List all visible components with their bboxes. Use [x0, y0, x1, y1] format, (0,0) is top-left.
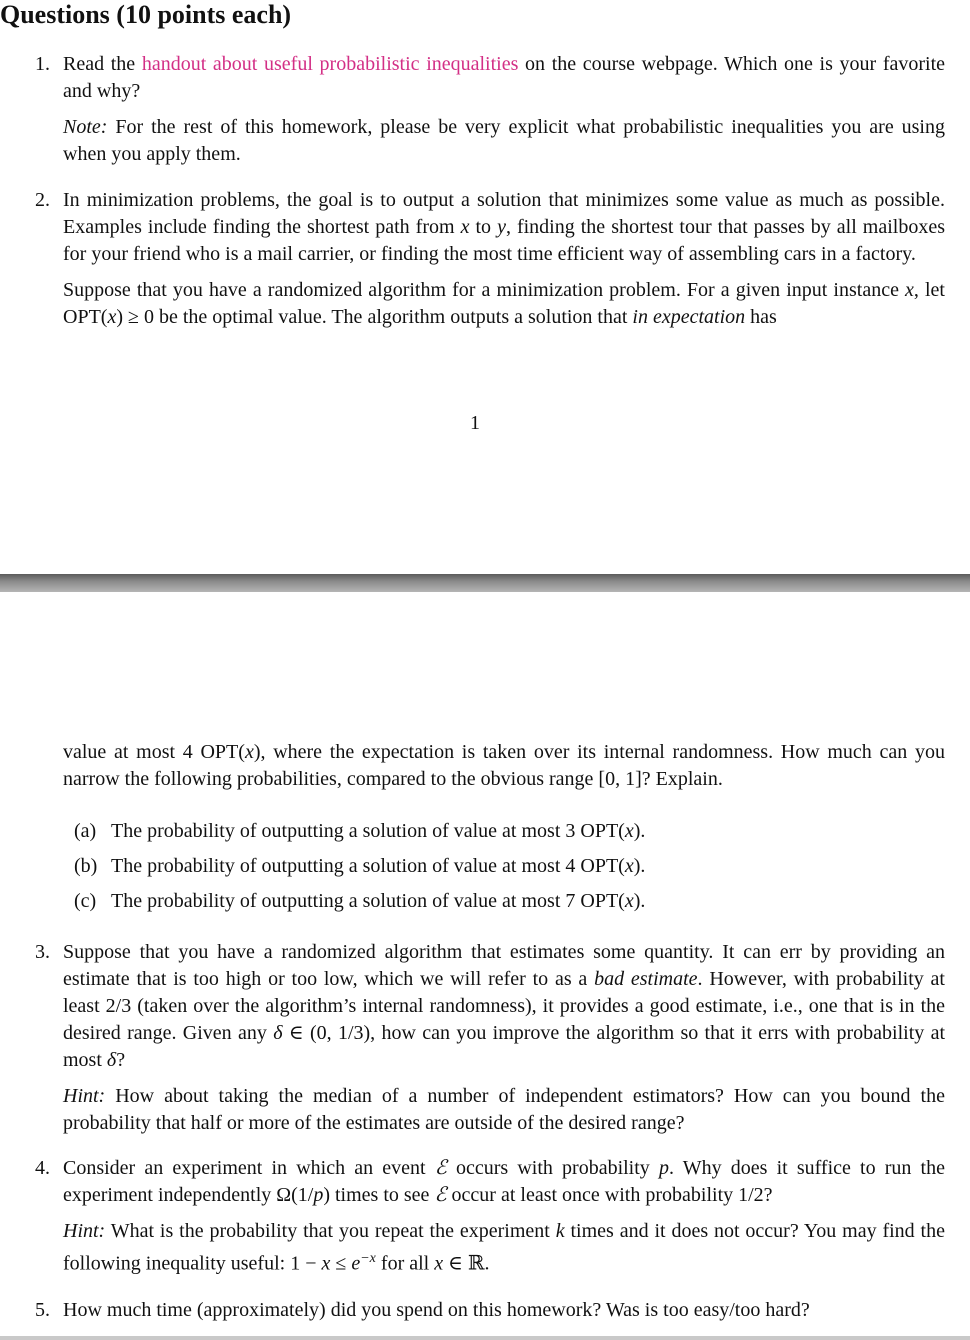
- question-2-paragraph-2: Suppose that you have a randomized algorithm for a minimization problem. For a given input instance x, let OPT(x) ≥ 0 be the optimal value. The algorithm outputs a solution that in expectation has: [63, 279, 945, 328]
- handout-link[interactable]: handout about useful probabilistic inequalities: [141, 53, 519, 75]
- question-5-text: How much time (approximately) did you spend on this homework? Was is too easy/too hard?: [63, 1299, 810, 1321]
- page-bottom-edge: [0, 1336, 970, 1340]
- subquestion-b: (b) The probability of outputting a solution of value at most 4 OPT(x).: [74, 855, 646, 877]
- question-3: [0, 939, 945, 1137]
- question-4-text: Consider an experiment in which an event ℰ occurs with probability p. Why does it suffice to run the experiment independently Ω(1/p) times to see ℰ occur at least once with probability 1/2?: [63, 1157, 945, 1206]
- section-heading: Questions (10 points each): [0, 0, 292, 29]
- question-number: 1.: [35, 53, 50, 75]
- subquestion-a: (a) The probability of outputting a solution of value at most 3 OPT(x).: [74, 820, 646, 842]
- page-number: 1: [470, 412, 480, 434]
- question-4-hint: Hint: What is the probability that you repeat the experiment k times and it does not occur? You may find the following inequality useful: $1 - x \le e^{-x}$ for all x ∈ ℝ.: [63, 1220, 945, 1275]
- question-number: 3.: [35, 941, 50, 963]
- question-4: [0, 1155, 945, 1278]
- question-1-text: Read the handout about useful probabilistic inequalities on the course webpage. Which one is your favorite and why?: [63, 53, 946, 102]
- question-number: 2.: [35, 189, 50, 211]
- question-5: [0, 1297, 945, 1324]
- question-number: 4.: [35, 1157, 50, 1179]
- question-2-continuation: value at most 4 OPT(x), where the expectation is taken over its internal randomness. How much can you narrow the following probabilities, compared to the obvious range [0, 1]? Explain.: [63, 741, 945, 790]
- page-divider: [0, 574, 970, 592]
- question-number: 5.: [35, 1299, 50, 1321]
- question-2-paragraph-1: In minimization problems, the goal is to output a solution that minimizes some value as much as possible. Examples include finding the shortest path from x to y, finding the shortest tour that passes by all mailboxes for your friend who is a mail carrier, or finding the most time efficient way of assembling cars in a factory.: [63, 189, 946, 265]
- question-1-note: Note: For the rest of this homework, please be very explicit what probabilistic inequalities you are using when you apply them.: [63, 116, 945, 165]
- question-3-hint: Hint: How about taking the median of a number of independent estimators? How can you bound the probability that half or more of the estimates are outside of the desired range?: [63, 1085, 945, 1134]
- question-3-text: Suppose that you have a randomized algorithm that estimates some quantity. It can err by providing an estimate that is too high or too low, which we will refer to as a bad estimate. However, with probability at least 2/3 (taken over the algorithm’s internal randomness), it provides a good estimate, i.e., one that is in the desired range. Given any δ ∈ (0, 1/3), how can you improve the algorithm so that it errs with probability at most δ?: [63, 941, 946, 1071]
- question-2: [0, 187, 945, 331]
- subquestion-c: (c) The probability of outputting a solution of value at most 7 OPT(x).: [74, 890, 646, 912]
- question-1: [0, 51, 945, 168]
